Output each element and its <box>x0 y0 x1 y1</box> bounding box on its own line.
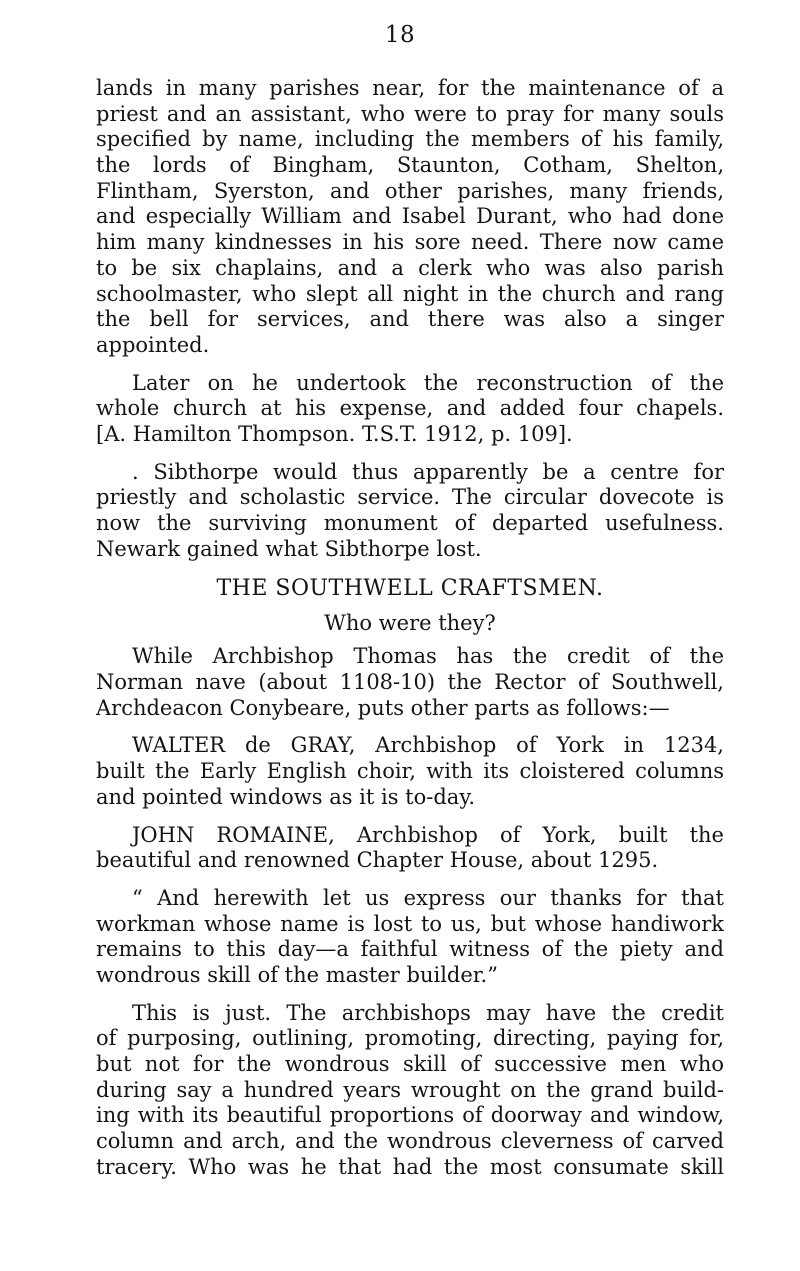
text-line: and especially William and Isabel Durant, who had done <box>96 204 724 229</box>
text-line: beautiful and renowned Chapter House, about 1295. <box>96 848 659 873</box>
text-line: Later on he undertook the reconstruction of the <box>132 370 724 395</box>
paragraph-3 <box>96 460 724 563</box>
text-line: Flintham, Syerston, and other parishes, many friends, <box>96 178 724 203</box>
text-line: now the surviving monument of departed usefulness. <box>96 511 724 535</box>
text-line: tracery. Who was he that had the most consumate skill <box>96 1154 724 1179</box>
text-line: priestly and scholastic service. The circular dovecote is <box>96 485 724 510</box>
text-line: built the Early English choir, with its cloistered columns <box>96 759 724 784</box>
paragraph-4 <box>96 644 724 721</box>
text-line: [A. Hamilton Thompson. T.S.T. 1912, p. 109]. <box>96 421 573 446</box>
text-line: remains to this day—a faithful witness of the piety and <box>96 937 724 962</box>
text-line: JOHN ROMAINE, Archbishop of York, built the <box>132 822 724 847</box>
text-line: and pointed windows as it is to-day. <box>96 784 476 809</box>
text-line: the bell for services, and there was also a singer <box>96 307 724 332</box>
paragraph-7-quote <box>96 886 724 989</box>
text-line: . Sibthorpe would thus apparently be a centre for <box>132 459 724 484</box>
text-line: to be six chaplains, and a clerk who was also parish <box>96 255 724 280</box>
section-heading: THE SOUTHWELL CRAFTSMEN. <box>216 576 604 602</box>
text-line: whole church at his expense, and added four chapels. <box>96 396 724 421</box>
text-line: Archdeacon Conybeare, puts other parts as follows:— <box>96 695 670 720</box>
paragraph-2 <box>96 371 724 448</box>
text-line: of purposing, outlining, promoting, directing, paying for, <box>96 1026 724 1051</box>
text-line: the lords of Bingham, Staunton, Cotham, Shelton, <box>96 153 724 178</box>
text-line: ing with its beautiful proportions of doorway and window, <box>96 1103 724 1128</box>
text-line: specified by name, including the members of his family, <box>96 127 724 152</box>
text-line: during say a hundred years wrought on the grand build- <box>96 1077 724 1102</box>
text-line: but not for the wondrous skill of successive men who <box>96 1052 724 1076</box>
text-line: wondrous skill of the master builder.” <box>96 962 498 987</box>
text-line: schoolmaster, who slept all night in the church and rang <box>96 281 724 306</box>
paragraph-8 <box>96 1001 724 1181</box>
text-line: appointed. <box>96 332 210 357</box>
text-line: WALTER de GRAY, Archbishop of York in 1234, <box>132 733 724 758</box>
section-subheading: Who were they? <box>324 611 496 636</box>
text-line: This is just. The archbishops may have the credit <box>132 1000 724 1025</box>
text-line: Newark gained what Sibthorpe lost. <box>96 536 482 561</box>
paragraph-6 <box>96 823 724 874</box>
paragraph-1 <box>96 76 724 359</box>
text-line: lands in many parishes near, for the maintenance of a <box>96 76 724 100</box>
text-line: Norman nave (about 1108-10) the Rector of Southwell, <box>96 670 724 695</box>
text-line: workman whose name is lost to us, but whose handiwork <box>96 911 724 936</box>
text-line: While Archbishop Thomas has the credit of the <box>132 644 724 669</box>
text-line: priest and an assistant, who were to pray for many souls <box>96 101 724 126</box>
text-line: column and arch, and the wondrous cleverness of carved <box>96 1129 724 1154</box>
text-line: him many kindnesses in his sore need. There now came <box>96 230 724 255</box>
body-text <box>96 76 724 1192</box>
page-number: 18 <box>384 22 416 48</box>
text-line: “ And herewith let us express our thanks for that <box>132 885 724 910</box>
paragraph-5 <box>96 733 724 810</box>
